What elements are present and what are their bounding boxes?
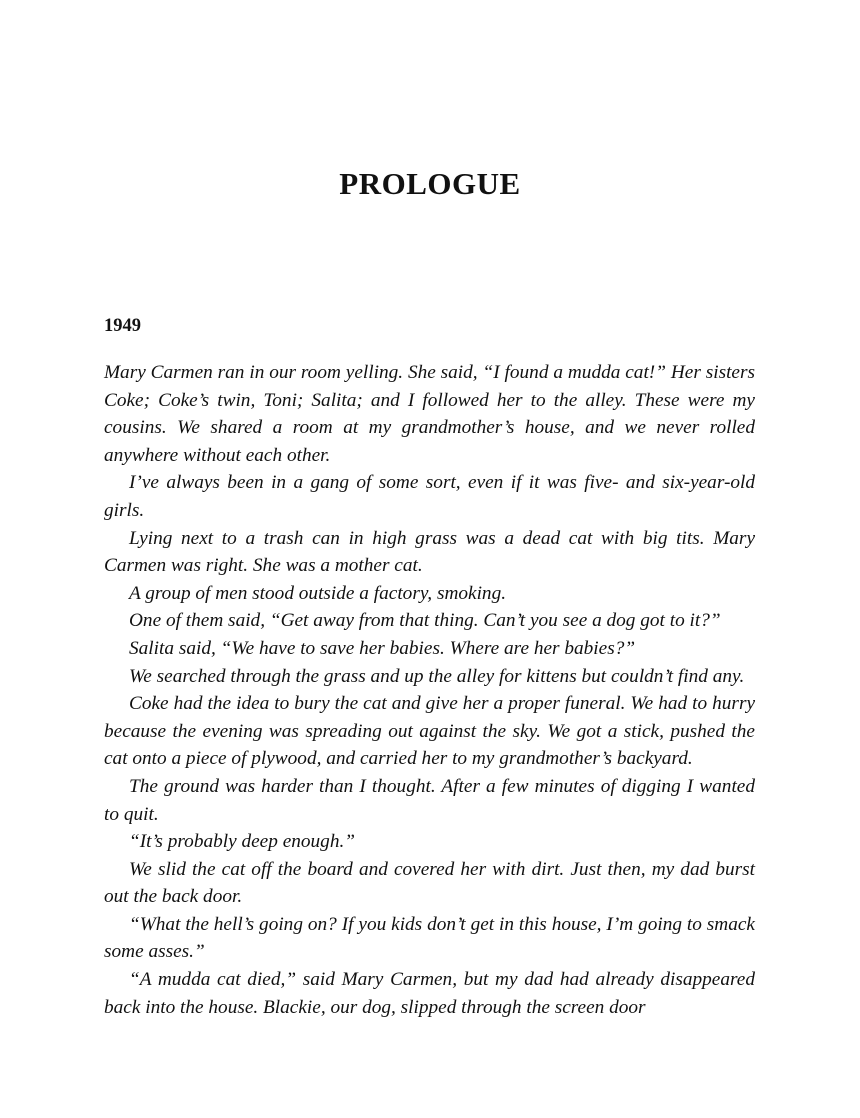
section-year-heading: 1949 — [104, 316, 141, 336]
paragraph: We searched through the grass and up the alley for kittens but couldn’t find any. — [129, 665, 745, 687]
paragraph: One of them said, “Get away from that thing. Can’t you see a dog got to it?” — [129, 610, 721, 632]
paragraph: Coke had the idea to bury the cat and give her a proper funeral. We had to hurry because the evening was spreading out against the sky. We got a stick, pushed the cat onto a piece of plywood, and carried her to my grandmother’s backyard. — [104, 693, 755, 770]
paragraph: The ground was harder than I thought. After a few minutes of digging I wanted to quit. — [104, 775, 755, 825]
paragraph: “It’s probably deep enough.” — [129, 831, 356, 853]
paragraph: Lying next to a trash can in high grass was a dead cat with big tits. Mary Carmen was right. She was a mother cat. — [104, 527, 755, 577]
chapter-title: PROLOGUE — [339, 166, 521, 201]
paragraph: Salita said, “We have to save her babies. Where are her babies?” — [129, 637, 636, 659]
paragraph: A group of men stood outside a factory, smoking. — [129, 582, 507, 604]
paragraph: Mary Carmen ran in our room yelling. She said, “I found a mudda cat!” Her sisters Coke; Coke’s twin, Toni; Salita; and I followed her to the alley. These were my cousins. We shared a room at my grandmother’s house, and we never rolled anywhere without each other. — [104, 362, 755, 466]
prologue-body-text — [104, 359, 755, 1021]
paragraph: “A mudda cat died,” said Mary Carmen, but my dad had already disappeared back into the house. Blackie, our dog, slipped through the screen door — [104, 969, 755, 1018]
paragraph: I’ve always been in a gang of some sort, even if it was five- and six-year-old girls. — [104, 472, 755, 521]
paragraph: “What the hell’s going on? If you kids don’t get in this house, I’m going to smack some asses.” — [104, 913, 755, 963]
paragraph: We slid the cat off the board and covered her with dirt. Just then, my dad burst out the back door. — [104, 858, 755, 908]
